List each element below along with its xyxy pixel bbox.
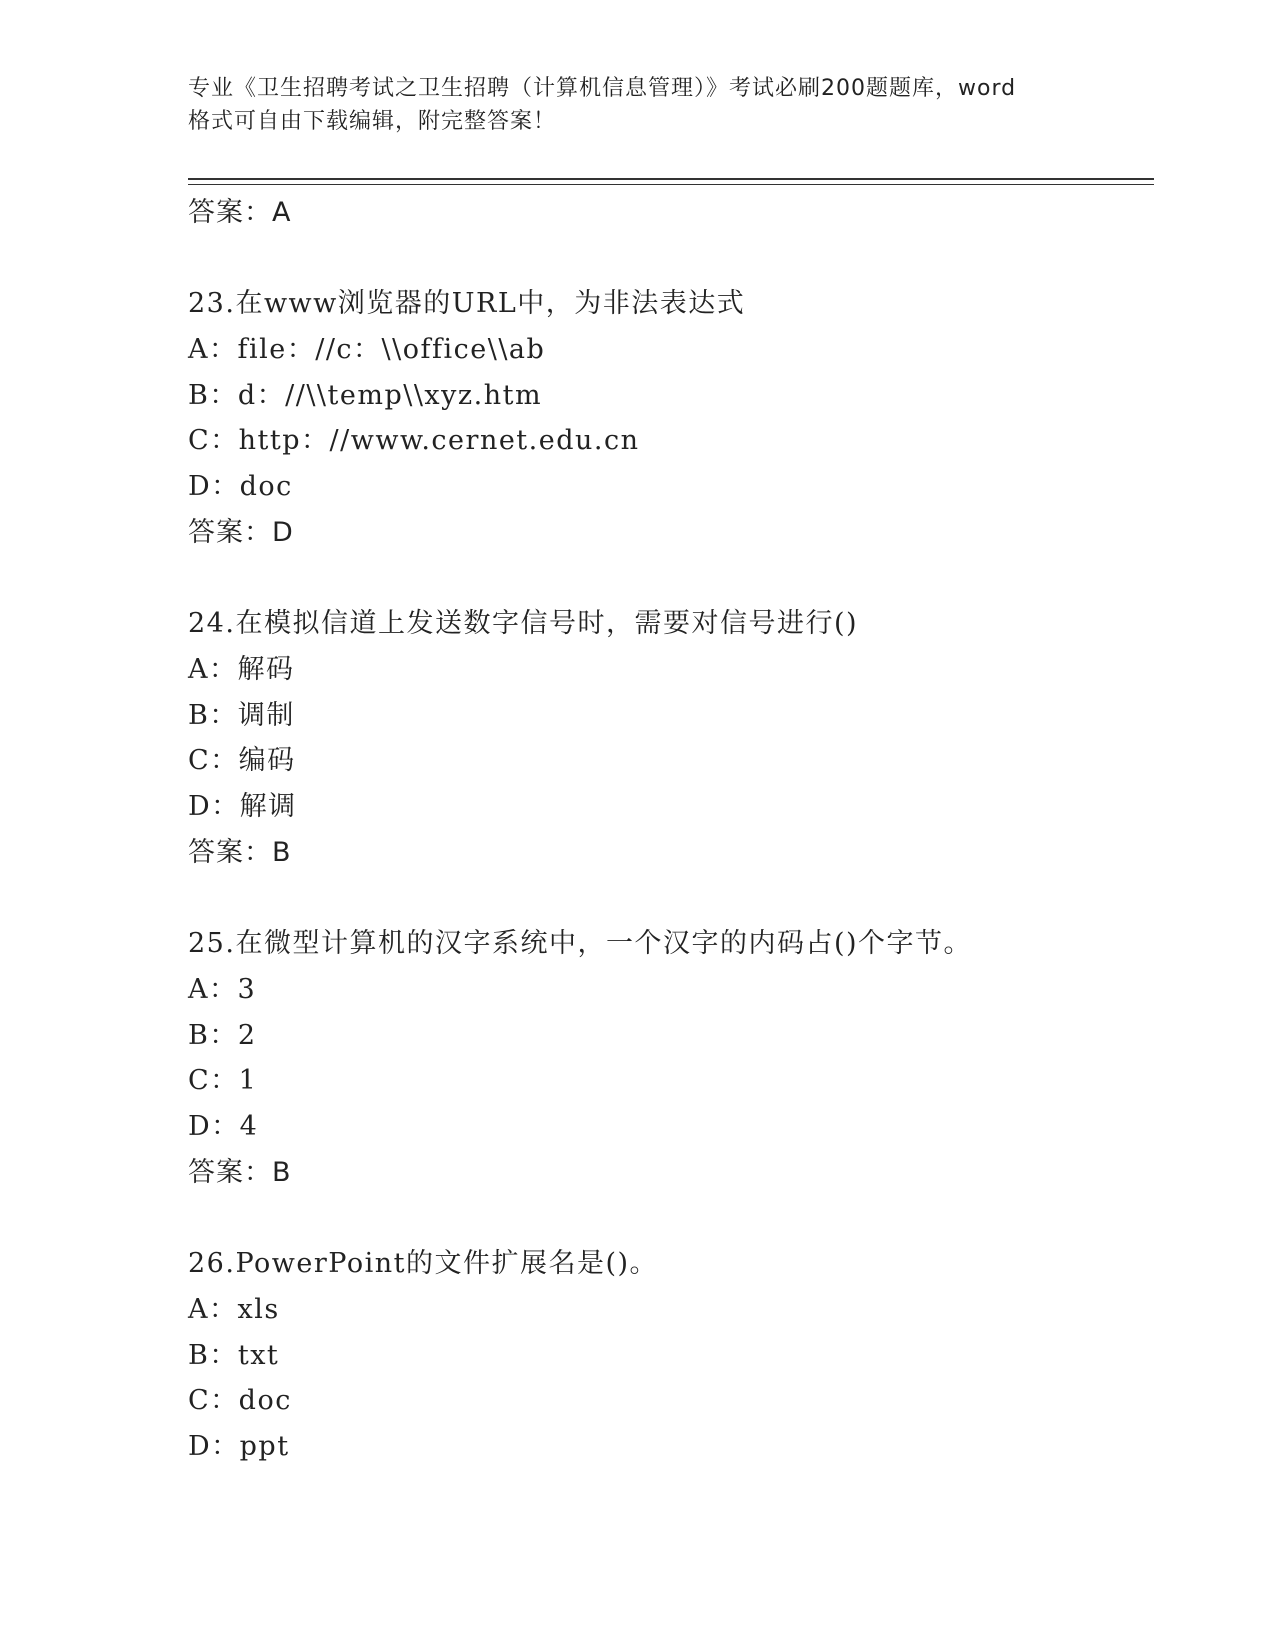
question-stem: 23.在www浏览器的URL中，为非法表达式: [188, 288, 746, 319]
option-a: A：3: [188, 973, 257, 1005]
header-line-1: 专业《卫生招聘考试之卫生招聘（计算机信息管理）》考试必刷200题题库，word: [188, 76, 1017, 101]
question-stem: 25.在微型计算机的汉字系统中，一个汉字的内码占()个字节。: [188, 927, 973, 959]
option-c: C：1: [188, 1065, 258, 1097]
spacer: [188, 235, 1148, 281]
option-d: D：ppt: [188, 1431, 290, 1463]
option-a: A：解码: [188, 653, 295, 685]
option-c: C：http：//www.cernet.edu.cn: [188, 425, 640, 457]
option-d: D：解调: [188, 791, 297, 823]
spacer: [188, 1195, 1148, 1241]
answer-line: 答案：D: [188, 516, 294, 548]
question-list: [188, 190, 1148, 1470]
question-block: [188, 601, 1148, 875]
option-d: D：4: [188, 1111, 259, 1143]
option-c: C：编码: [188, 745, 296, 777]
question-block: [188, 1241, 1148, 1470]
header-divider-thick: [188, 178, 1154, 180]
option-c: C：doc: [188, 1385, 292, 1417]
answer-line: 答案：A: [188, 197, 292, 228]
header-divider-thin: [188, 184, 1154, 185]
option-b: B：txt: [188, 1339, 280, 1371]
spacer: [188, 555, 1148, 601]
spacer: [188, 875, 1148, 921]
question-block: [188, 921, 1148, 1195]
header-line-2: 格式可自由下载编辑，附完整答案！: [188, 109, 557, 134]
option-b: B：调制: [188, 699, 295, 731]
answer-line: 答案：B: [188, 836, 292, 868]
document-header: [188, 72, 1088, 138]
question-stem: 24.在模拟信道上发送数字信号时，需要对信号进行(): [188, 607, 859, 639]
question-stem: 26.PowerPoint的文件扩展名是()。: [188, 1247, 659, 1279]
question-block: [188, 281, 1148, 555]
answer-line: 答案：B: [188, 1156, 292, 1188]
option-b: B：d：//\\temp\\xyz.htm: [188, 379, 543, 411]
option-a: A：file：//c：\\office\\ab: [188, 333, 546, 365]
option-a: A：xls: [188, 1293, 280, 1325]
option-b: B：2: [188, 1019, 257, 1051]
option-d: D：doc: [188, 471, 293, 503]
